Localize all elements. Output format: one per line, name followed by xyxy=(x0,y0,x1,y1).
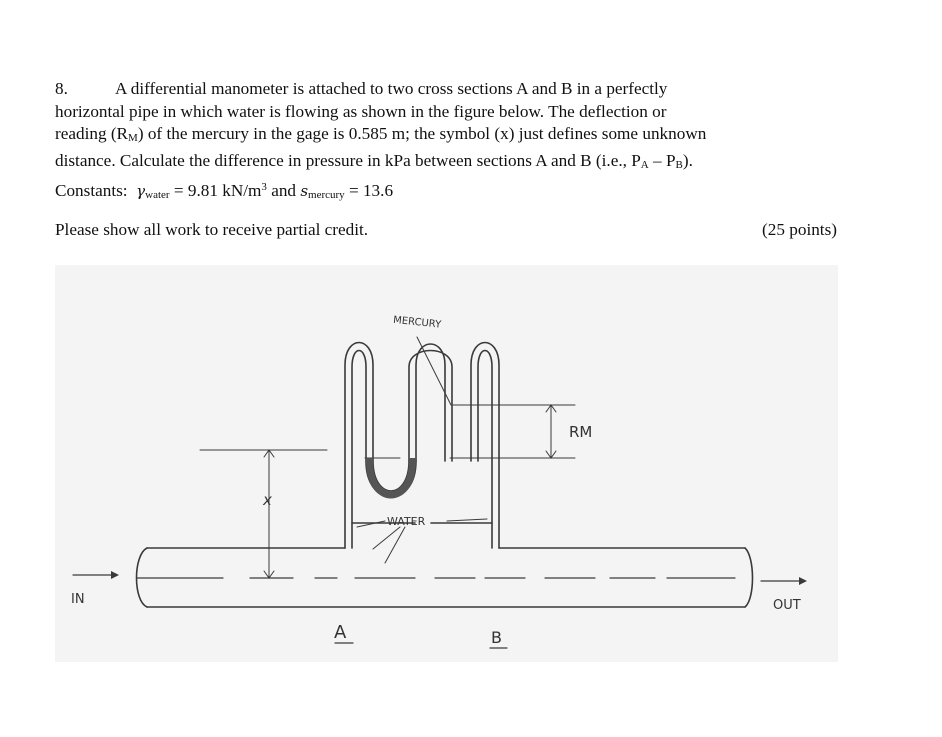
x-label: x xyxy=(263,491,272,509)
mercury-label: MERCURY xyxy=(392,314,442,331)
right-riser xyxy=(471,343,499,549)
problem-line-2: horizontal pipe in which water is flowing as shown in the figure below. The deflection or xyxy=(55,101,667,121)
problem-line-3: reading $(R_M)$ of the mercury in the gage is 0.585 m; the symbol (x) just defines some unknown xyxy=(55,124,707,145)
question-number: 8. xyxy=(55,79,68,98)
water-label: WATER xyxy=(387,515,426,528)
constants-line: Constants: $\gamma_{water} = 9.81$ $kN/m^3$ and $s_{mercury} = 13.6$ xyxy=(55,181,394,202)
out-label: OUT xyxy=(773,598,801,613)
water-pointer-right xyxy=(447,519,487,521)
out-arrow-head xyxy=(799,577,807,585)
problem-line-1: 8. A differential manometer is attached to two cross sections A and B in a perfectly xyxy=(55,78,840,101)
pipe-right-end xyxy=(745,548,753,607)
water-pointer-down-left xyxy=(373,527,400,549)
manometer-diagram xyxy=(55,265,838,662)
points-label: (25 points) xyxy=(762,220,837,239)
section-a-label: A xyxy=(334,622,347,643)
instructions-text: Please show all work to receive partial credit. xyxy=(55,220,369,239)
rm-label: RM xyxy=(569,423,593,441)
right-riser-inner xyxy=(478,351,492,524)
problem-statement xyxy=(55,78,840,207)
in-label: IN xyxy=(71,592,85,607)
manometer-figure xyxy=(55,265,838,662)
problem-line-4: distance. Calculate the difference in pressure in kPa between sections A and B (i.e., $P_A - P_B$). xyxy=(55,150,693,171)
water-pointer-left xyxy=(357,521,385,527)
instructions-row xyxy=(55,220,837,240)
in-arrow-head xyxy=(111,571,119,579)
water-pointer-down-right xyxy=(385,527,405,563)
mercury-pointer xyxy=(417,337,451,405)
section-b-label: B xyxy=(491,628,502,647)
